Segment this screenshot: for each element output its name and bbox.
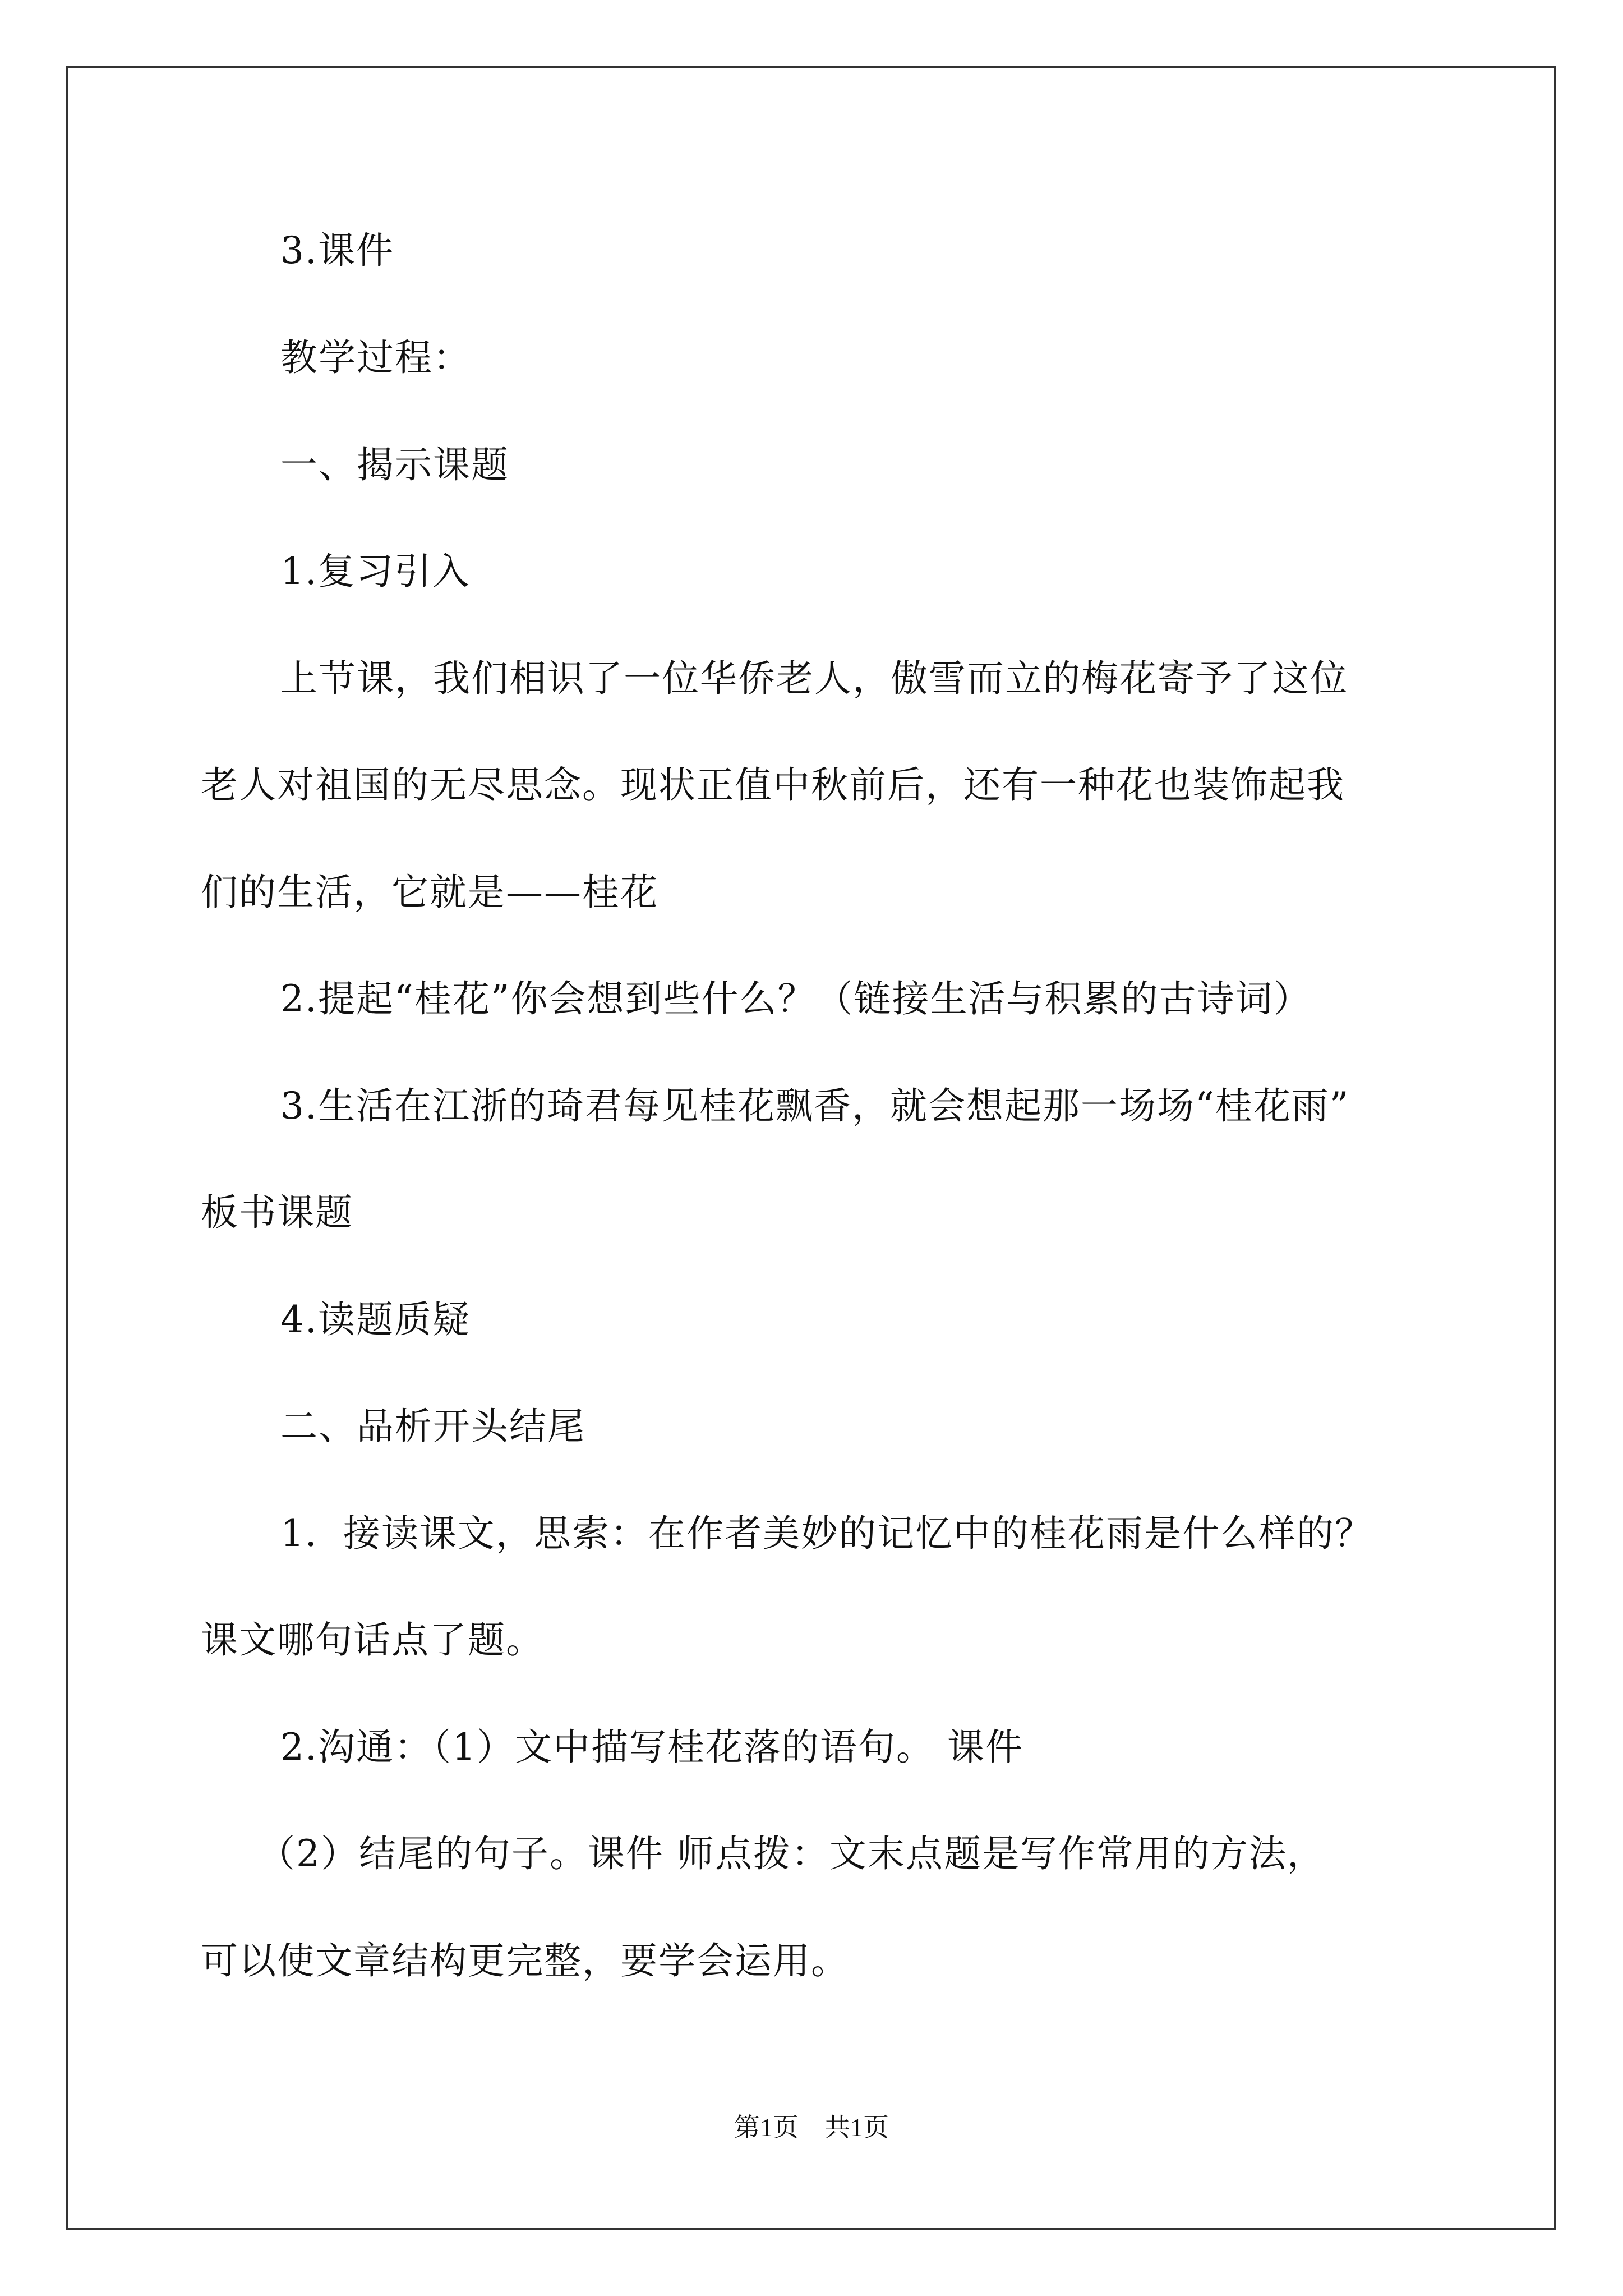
paragraph-line: 课文哪句话点了题。 xyxy=(201,1618,544,1662)
paragraph-line: 可以使文章结构更完整，要学会运用。 xyxy=(201,1939,849,1982)
page-frame xyxy=(66,66,1556,2230)
paragraph-line: 上节课，我们相识了一位华侨老人，傲雪而立的梅花寄予了这位 xyxy=(280,657,1348,700)
item-communicate: 2.沟通：（1）文中描写桂花落的语句。 课件 xyxy=(280,1726,1023,1769)
item-qijun-osmanthus-rain: 3.生活在江浙的琦君每见桂花飘香，就会想起那一场场“桂花雨” xyxy=(280,1084,1350,1128)
item-read-question: 4.读题质疑 xyxy=(280,1298,471,1341)
heading-analyze-opening-ending: 二、品析开头结尾 xyxy=(280,1405,585,1448)
section-teaching-process: 教学过程： xyxy=(280,336,471,379)
paragraph-line: 老人对祖国的无尽思念。现状正值中秋前后，还有一种花也装饰起我 xyxy=(201,763,1345,807)
paragraph-line: 们的生活，它就是——桂花 xyxy=(201,871,658,914)
item-ending-sentence: （2）结尾的句子。课件 师点拨：文末点题是写作常用的方法， xyxy=(258,1832,1325,1875)
heading-reveal-topic: 一、揭示课题 xyxy=(280,443,509,486)
item-read-text: 1．接读课文，思索：在作者美妙的记忆中的桂花雨是什么样的？ xyxy=(280,1512,1373,1555)
page-number-footer: 第1页 共1页 xyxy=(734,2113,889,2142)
item-courseware: 3.课件 xyxy=(280,229,394,272)
item-osmanthus-question: 2.提起“桂花”你会想到些什么？（链接生活与积累的古诗词） xyxy=(280,977,1312,1020)
paragraph-line: 板书课题 xyxy=(201,1191,353,1234)
item-review-intro: 1.复习引入 xyxy=(280,550,471,593)
